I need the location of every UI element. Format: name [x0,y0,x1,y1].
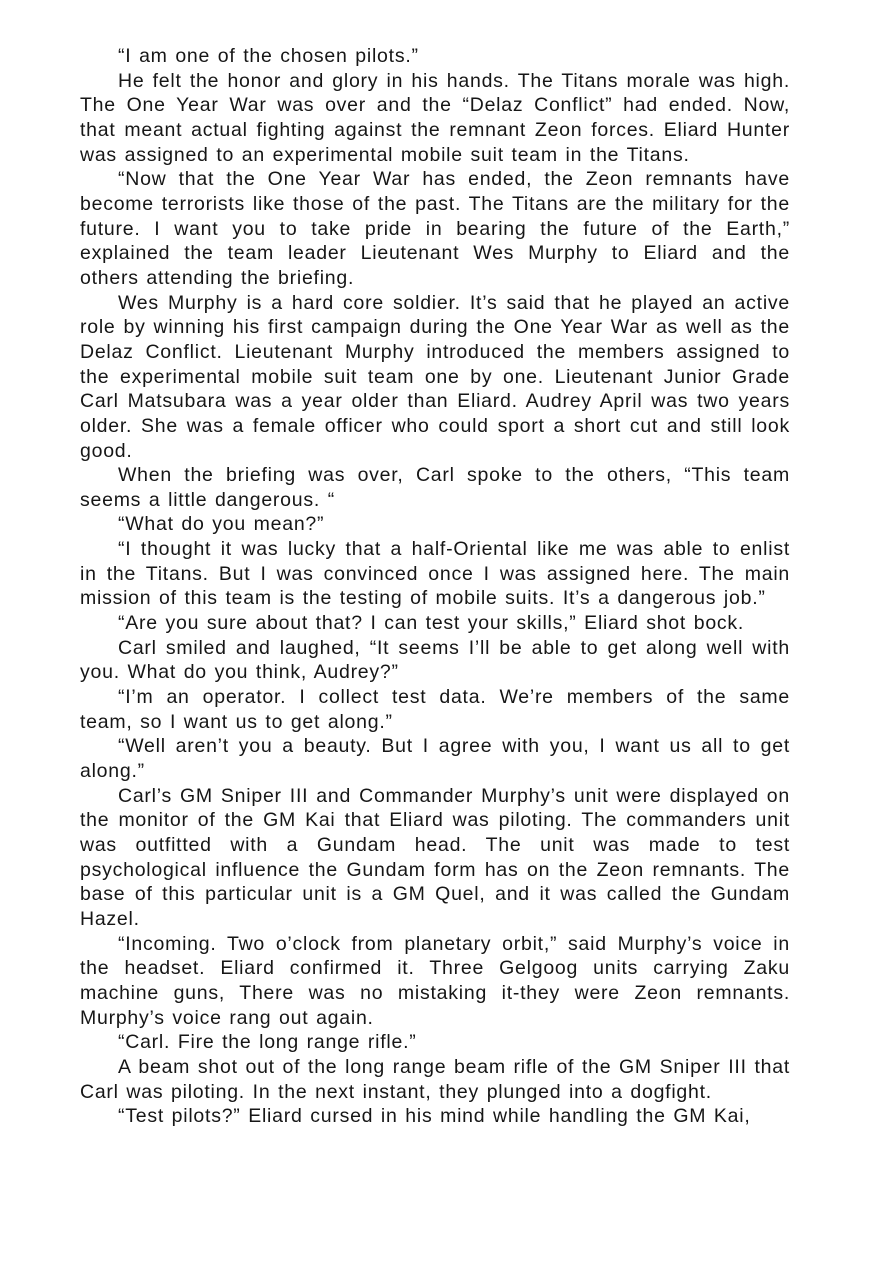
paragraph: “I am one of the chosen pilots.” [118,45,419,67]
paragraph: “I thought it was lucky that a half-Oriental like me was able to enlist in the Titans. But I was convinced once I was assigned here. The main mission of this team is the testing of mobile suits. It’s a dangerous job.” [80,538,790,610]
paragraph: “Well aren’t you a beauty. But I agree with you, I want us all to get along.” [80,735,790,783]
paragraph: He felt the honor and glory in his hands. The Titans morale was high. The One Year War was over and the “Delaz Conflict” had ended. Now, that meant actual fighting against the remnant Zeon forces. Eliard Hunter was assigned to an experimental mobile suit team in the Titans. [80,69,790,166]
paragraph: “Now that the One Year War has ended, the Zeon remnants have become terrorists like those of the past. The Titans are the military for the future. I want you to take pride in bearing the future of the Earth,” explained the team leader Lieutenant Wes Murphy to Eliard and the others attending the briefing. [80,168,790,289]
paragraph: When the briefing was over, Carl spoke to the others, “This team seems a little dangerous. “ [80,464,790,511]
paragraph: Carl smiled and laughed, “It seems I’ll be able to get along well with you. What do you think, Audrey?” [80,636,790,684]
paragraph: “I’m an operator. I collect test data. We’re members of the same team, so I want us to get along.” [80,686,790,733]
text-block [80,44,790,1129]
paragraph: “Carl. Fire the long range rifle.” [118,1031,417,1054]
paragraph: “Incoming. Two o’clock from planetary orbit,” said Murphy’s voice in the headset. Eliard confirmed it. Three Gelgoog units carrying Zaku machine guns, There was no mistaking it-they were Zeon remnants. Murphy’s voice rang out again. [80,932,790,1029]
paragraph: Carl’s GM Sniper III and Commander Murphy’s unit were displayed on the monitor of the GM Kai that Eliard was piloting. The commanders unit was outfitted with a Gundam head. The unit was made to test psychological influence the Gundam form has on the Zeon remnants. The base of this particular unit is a GM Quel, and it was called the Gundam Hazel. [80,784,790,930]
paragraph: “Are you sure about that? I can test your skills,” Eliard shot bock. [118,612,745,635]
paragraph: “What do you mean?” [118,513,325,536]
paragraph: “Test pilots?” Eliard cursed in his mind while handling the GM Kai, [118,1105,751,1128]
paragraph: A beam shot out of the long range beam rifle of the GM Sniper III that Carl was piloting. In the next instant, they plunged into a dogfight. [80,1055,790,1103]
paragraph: Wes Murphy is a hard core soldier. It’s said that he played an active role by winning his first campaign during the One Year War as well as the Delaz Conflict. Lieutenant Murphy introduced the members assigned to the experimental mobile suit team one by one. Lieutenant Junior Grade Carl Matsubara was a year older than Eliard. Audrey April was two years older. She was a female officer who could sport a short cut and still look good. [80,291,790,462]
